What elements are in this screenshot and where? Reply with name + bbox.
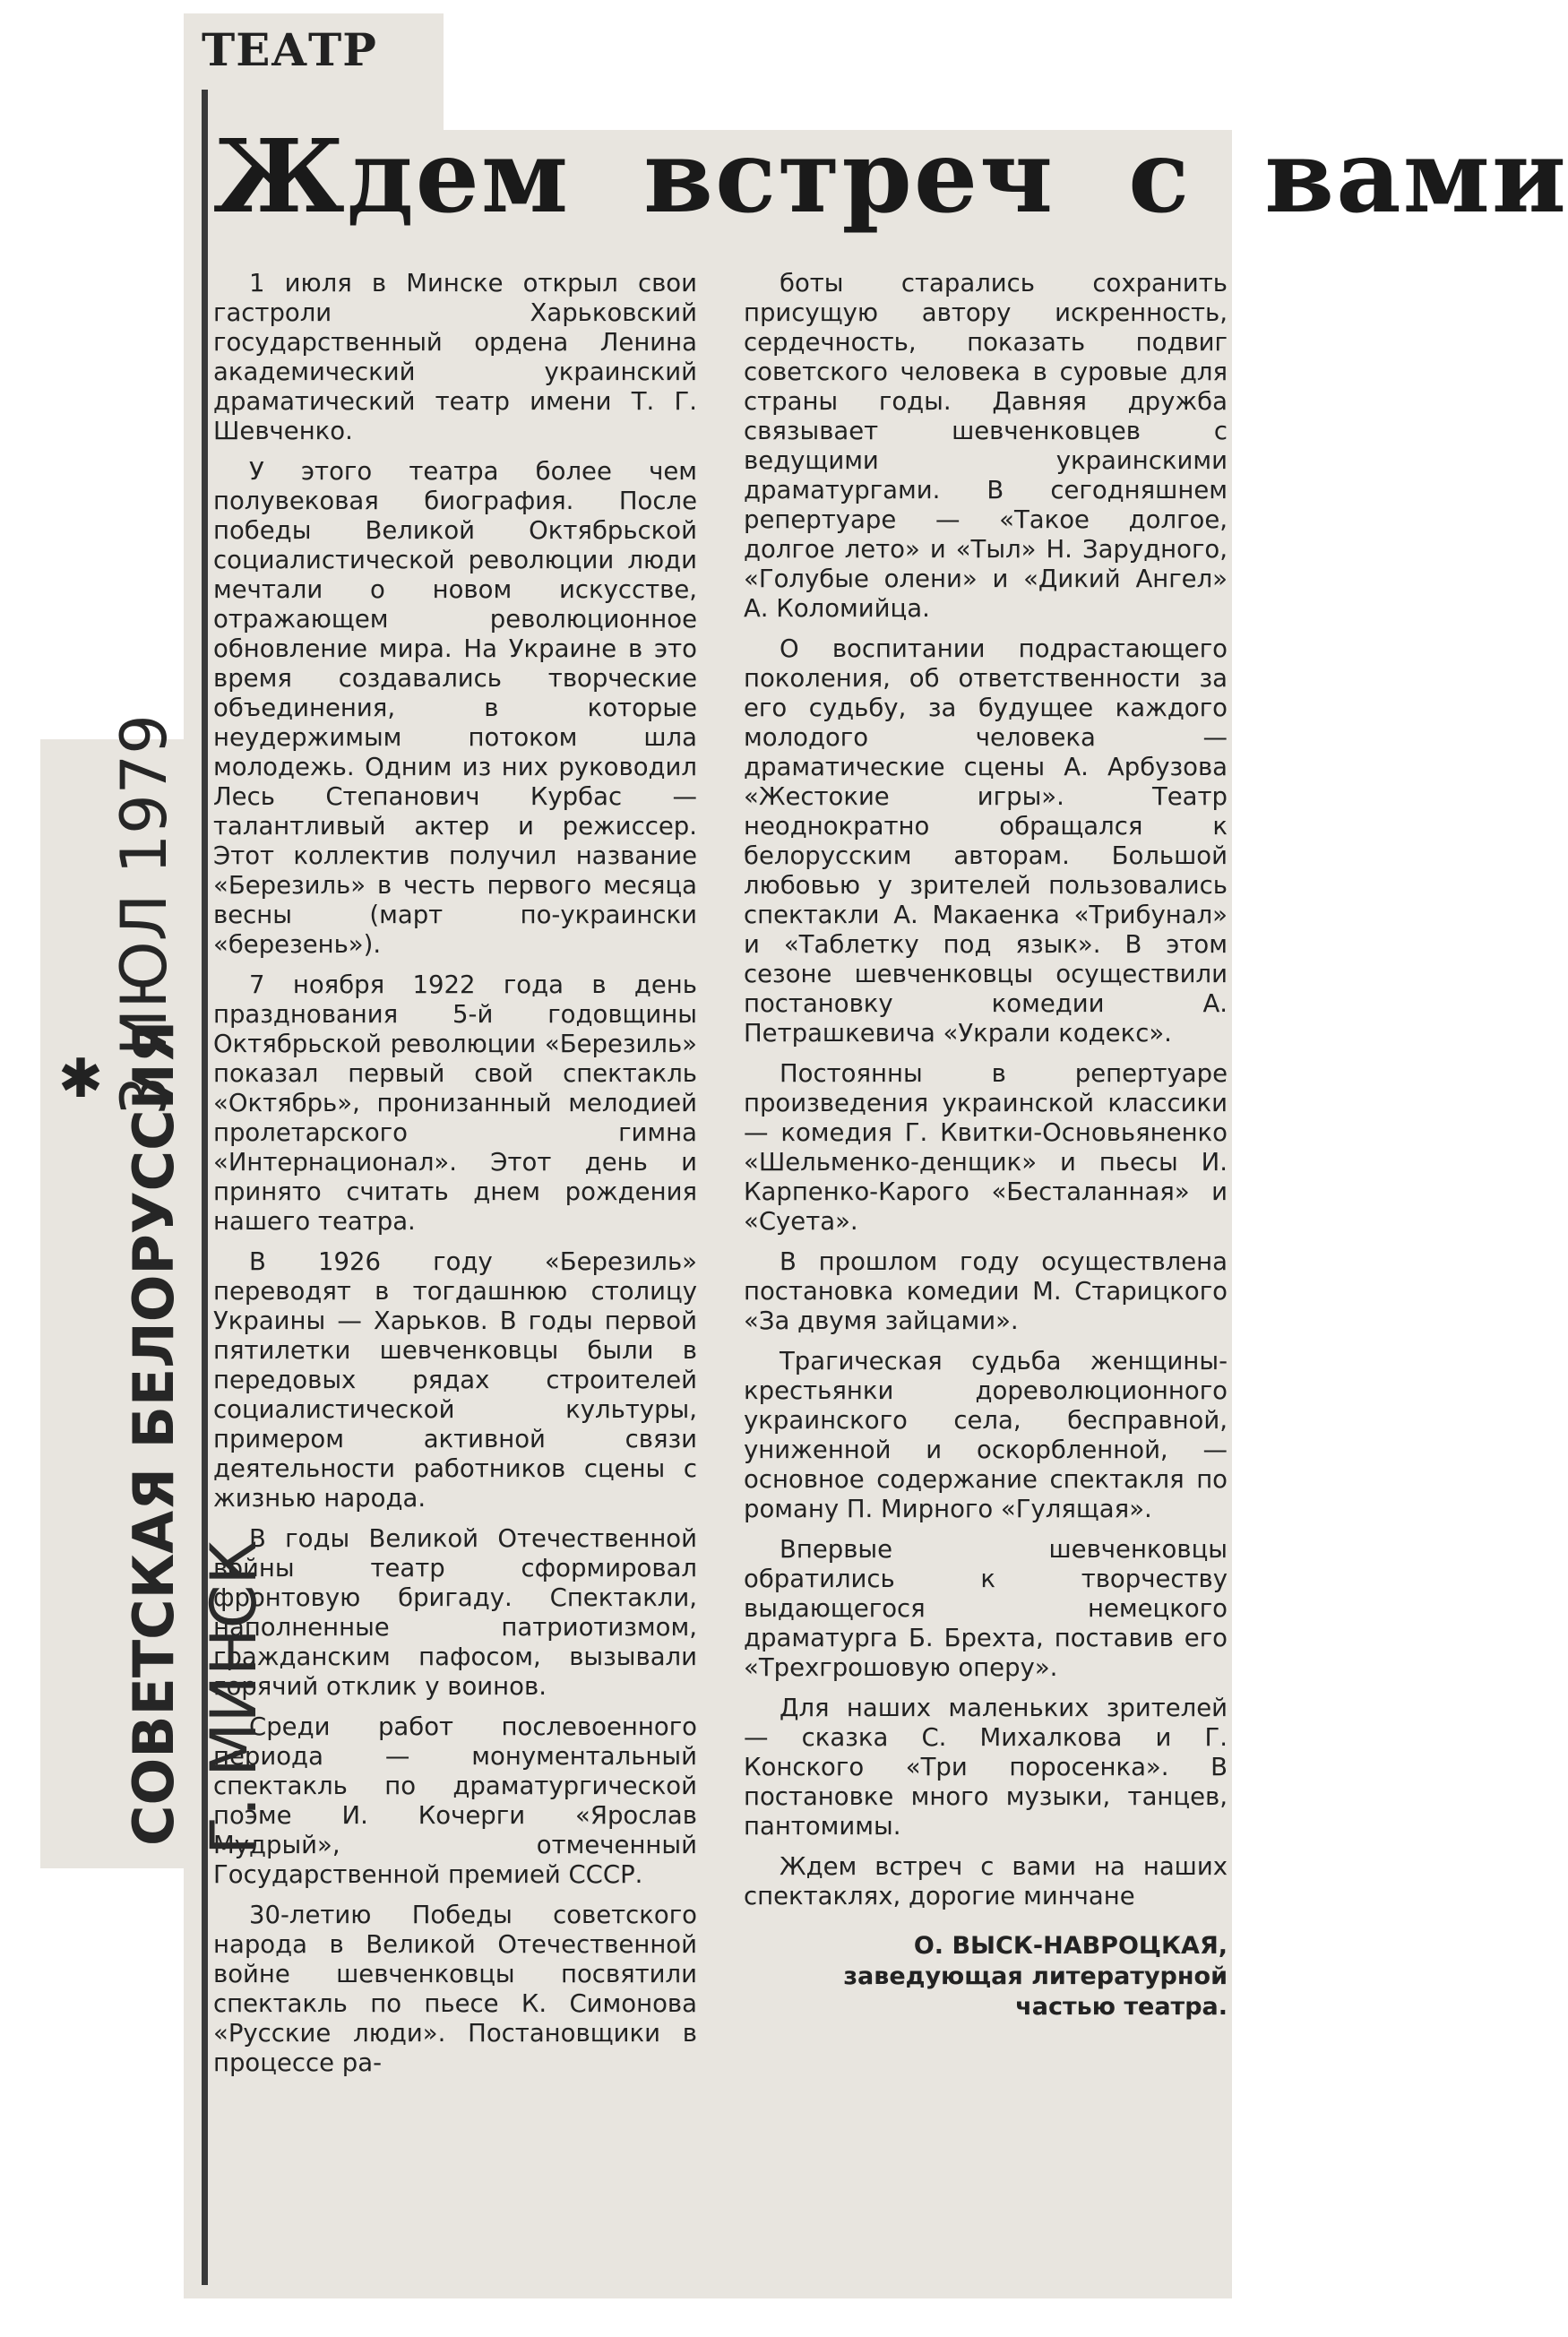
article-column-left	[213, 269, 697, 2089]
paragraph: В 1926 году «Березиль» переводят в тогдашнюю столицу Украины — Харьков. В годы первой пятилетки шевченковцы были в передовых рядах строителей социалистической культуры, примером активной связи деятельности работников сцены с жизнью народа.	[213, 1247, 697, 1513]
paragraph: 7 ноября 1922 года в день празднования 5-й годовщины Октябрьской революции «Березиль» показал первый свой спектакль «Октябрь», пронизанный мелодией пролетарского гимна «Интернационал». Этот день и принято считать днем рождения нашего театра.	[213, 970, 697, 1236]
paragraph: 1 июля в Минске открыл свои гастроли Харьковский государственный ордена Ленина академический украинский драматический театр имени Т. Г. Шевченко.	[213, 269, 697, 445]
paragraph: Среди работ послевоенного периода — монументальный спектакль по драматургической поэме И. Кочерги «Ярослав Мудрый», отмеченный Государственной премией СССР.	[213, 1712, 697, 1889]
paragraph: В годы Великой Отечественной войны театр сформировал фронтовую бригаду. Спектакли, наполненные патриотизмом, гражданским пафосом, вызывали горячий отклик у воинов.	[213, 1524, 697, 1701]
paragraph: Впервые шевченковцы обратились к творчеству выдающегося немецкого драматурга Б. Брехта, поставив его «Трехгрошовую оперу».	[744, 1535, 1228, 1682]
author-role: заведующая литературной	[843, 1962, 1228, 1990]
stamp-city: Г. МИНСК	[197, 1539, 271, 1855]
paragraph: боты старались сохранить присущую автору искренность, сердечность, показать подвиг советского человека в суровые для страны годы. Давняя дружба связывает шевченковцев с ведущими украинскими драматургами. В сегодняшнем репертуаре — «Такое долгое, долгое лето» и «Тыл» Н. Зарудного, «Голубые олени» и «Дикий Ангел» А. Коломийца.	[744, 269, 1228, 623]
paragraph: Трагическая судьба женщины-крестьянки дореволюционного украинского села, бесправной, униженной и оскорбленной, — основное содержание спектакля по роману П. Мирного «Гулящая».	[744, 1347, 1228, 1523]
star-emblem-icon: ✱	[57, 1048, 104, 1108]
stamp-date: 3 ИЮЛ 1979	[108, 714, 181, 1116]
paragraph: О воспитании подрастающего поколения, об ответственности за его судьбу, за будущее каждого молодого человека — драматические сцены А. Арбузова «Жестокие игры». Театр неоднократно обращался к белорусским авторам. Большой любовью у зрителей пользовались спектакли А. Макаенка «Трибунал» и «Таблетку под язык». В этом сезоне шевченковцы осуществили постановку комедии А. Петрашкевича «Украли кодекс».	[744, 634, 1228, 1048]
article-column-right	[744, 269, 1228, 2022]
rubric-label: ТЕАТР	[202, 23, 377, 76]
author-name: О. ВЫСК-НАВРОЦКАЯ,	[913, 1932, 1228, 1960]
paragraph: Для наших маленьких зрителей — сказка С. Михалкова и Г. Конского «Три поросенка». В постановке много музыки, танцев, пантомимы.	[744, 1694, 1228, 1841]
paragraph: В прошлом году осуществлена постановка комедии М. Старицкого «За двумя зайцами».	[744, 1247, 1228, 1335]
paragraph: У этого театра более чем полувековая биография. После победы Великой Октябрьской социалистической революции люди мечтали о новом искусстве, отражающем революционное обновление мира. На Украине в это время создавались творческие объединения, в которые неудержимым потоком шла молодежь. Одним из них руководил Лесь Степанович Курбас — талантливый актер и режиссер. Этот коллектив получил название «Березиль» в честь первого месяца весны (март по-украински «березень»).	[213, 457, 697, 959]
paragraph: Постоянны в репертуаре произведения украинской классики — комедия Г. Квитки-Основьяненко «Шельменко-денщик» и пьесы И. Карпенко-Карого «Бесталанная» и «Суета».	[744, 1059, 1228, 1236]
column-rule	[202, 90, 208, 2285]
paragraph: 30-летию Победы советского народа в Великой Отечественной войне шевченковцы посвятили спектакль по пьесе К. Симонова «Русские люди». Постановщики в процессе ра-	[213, 1901, 697, 2077]
stamp-newspaper-name: СОВЕТСКАЯ БЕЛОРУССИЯ	[121, 1020, 186, 1846]
author-role: частью театра.	[1015, 1993, 1228, 2021]
article-headline: Ждем встреч с вами	[213, 118, 1568, 236]
author-signature	[744, 1931, 1228, 2022]
paragraph: Ждем встреч с вами на наших спектаклях, дорогие минчане	[744, 1852, 1228, 1910]
